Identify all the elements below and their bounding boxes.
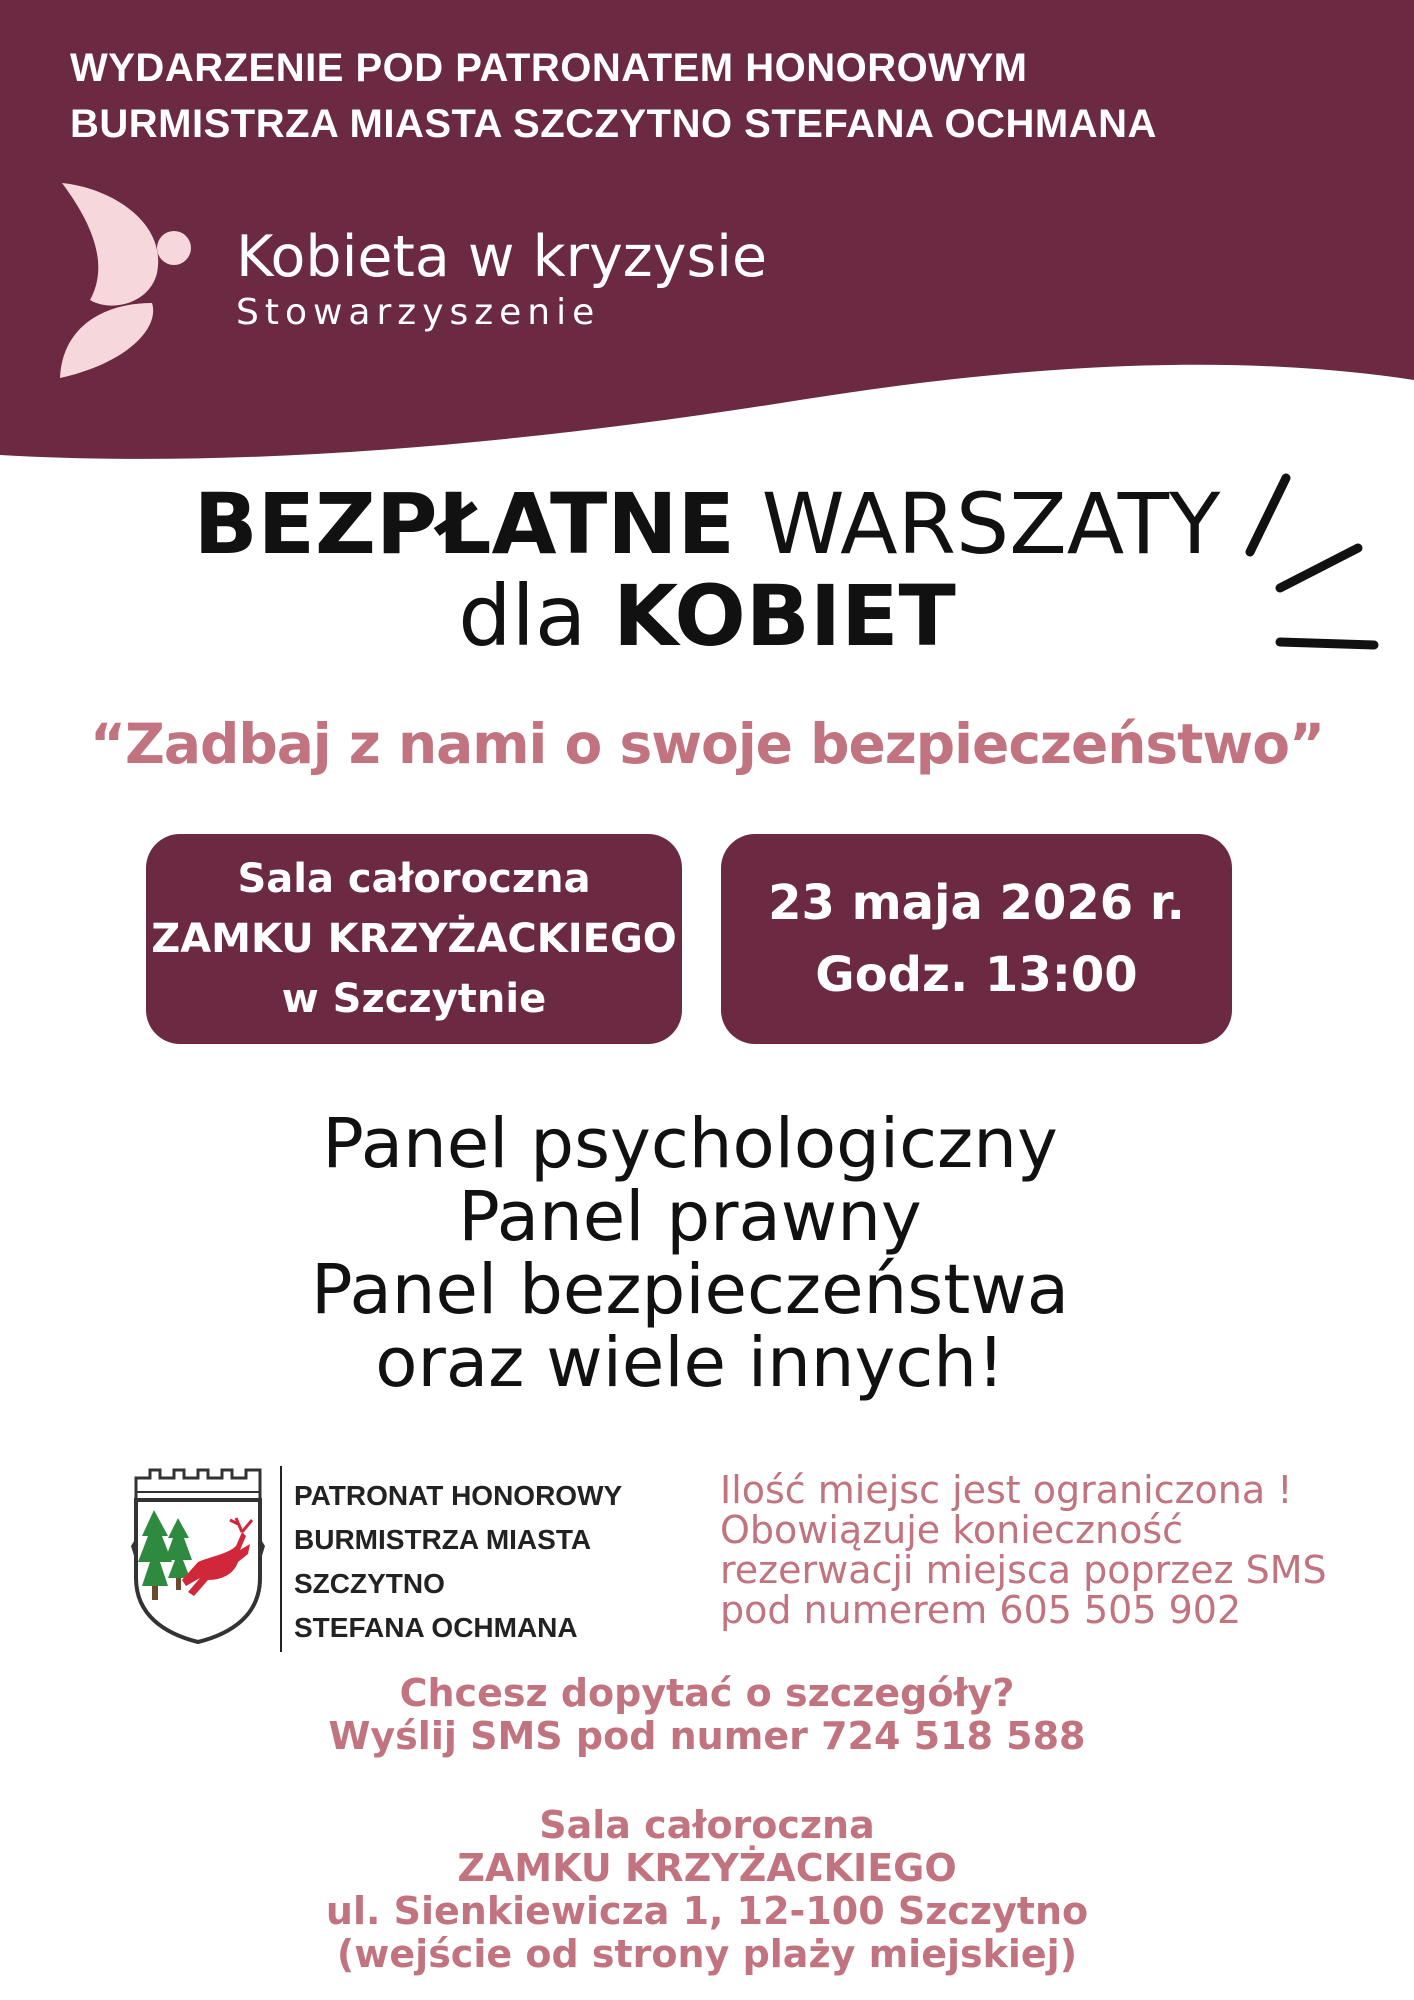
headline-for: dla [458,567,587,665]
address-line: (wejście od strony plaży miejskiej) [336,1932,1078,1976]
patronage-line: BURMISTRZA MIASTA SZCZYTNO STEFANA OCHMANA [70,102,1157,146]
address-line: Sala całoroczna [539,1803,875,1847]
contact-info [0,1672,1414,1758]
venue-line: w Szczytnie [281,976,547,1022]
patron-text [294,1474,622,1650]
panel-item: Panel prawny [458,1177,922,1257]
headline-workshops: WARSZATY [761,475,1221,573]
address-line: ZAMKU KRZYŻACKIEGO [457,1846,957,1890]
venue-address [0,1804,1414,1976]
event-date: 23 maja 2026 r. [768,875,1185,931]
headline-line-2 [0,567,1414,665]
patron-line: BURMISTRZA MIASTA [294,1524,592,1555]
headline-free: BEZPŁATNE [193,475,735,573]
butterfly-woman-logo-icon [52,178,197,388]
patron-line: STEFANA OCHMANA [294,1612,578,1643]
main-headline [0,475,1414,665]
org-name: Kobieta w kryzysie [236,224,768,290]
coat-of-arms-icon [128,1466,268,1646]
contact-line: Wyślij SMS pod numer 724 518 588 [328,1714,1086,1758]
address-line: ul. Sienkiewicza 1, 12-100 Szczytno [325,1889,1089,1933]
venue-line: Sala całoroczna [237,856,591,902]
notice-line: Ilość miejsc jest ograniczona ! [720,1468,1293,1512]
patron-divider [280,1466,282,1652]
patronage-line: WYDARZENIE POD PATRONATEM HONOROWYM [70,46,1028,90]
contact-line: Chcesz dopytać o szczegóły? [399,1671,1015,1715]
panel-item: Panel psychologiczny [322,1104,1058,1184]
patron-line: PATRONAT HONOROWY [294,1480,623,1511]
panel-item: oraz wiele innych! [375,1323,1005,1403]
venue-line: ZAMKU KRZYŻACKIEGO [151,916,677,962]
patronage-heading [70,40,1157,152]
panels-list [0,1104,1380,1403]
headline-line-1 [0,475,1414,573]
org-subtitle: Stowarzyszenie [236,292,601,333]
slogan: “Zadbaj z nami o swoje bezpieczeństwo” [89,712,1325,776]
event-time: Godz. 13:00 [815,947,1138,1003]
date-box [721,834,1232,1044]
reservation-notice [720,1470,1327,1630]
notice-line: pod numerem 605 505 902 [720,1588,1242,1632]
notice-line: rezerwacji miejsca poprzez SMS [720,1548,1327,1592]
notice-line: Obowiązuje konieczność [720,1508,1184,1552]
venue-box [146,834,682,1044]
headline-women: KOBIET [613,567,956,665]
panel-item: Panel bezpieczeństwa [310,1250,1070,1330]
accent-strokes-icon [1238,470,1388,660]
patron-line: SZCZYTNO [294,1568,445,1599]
